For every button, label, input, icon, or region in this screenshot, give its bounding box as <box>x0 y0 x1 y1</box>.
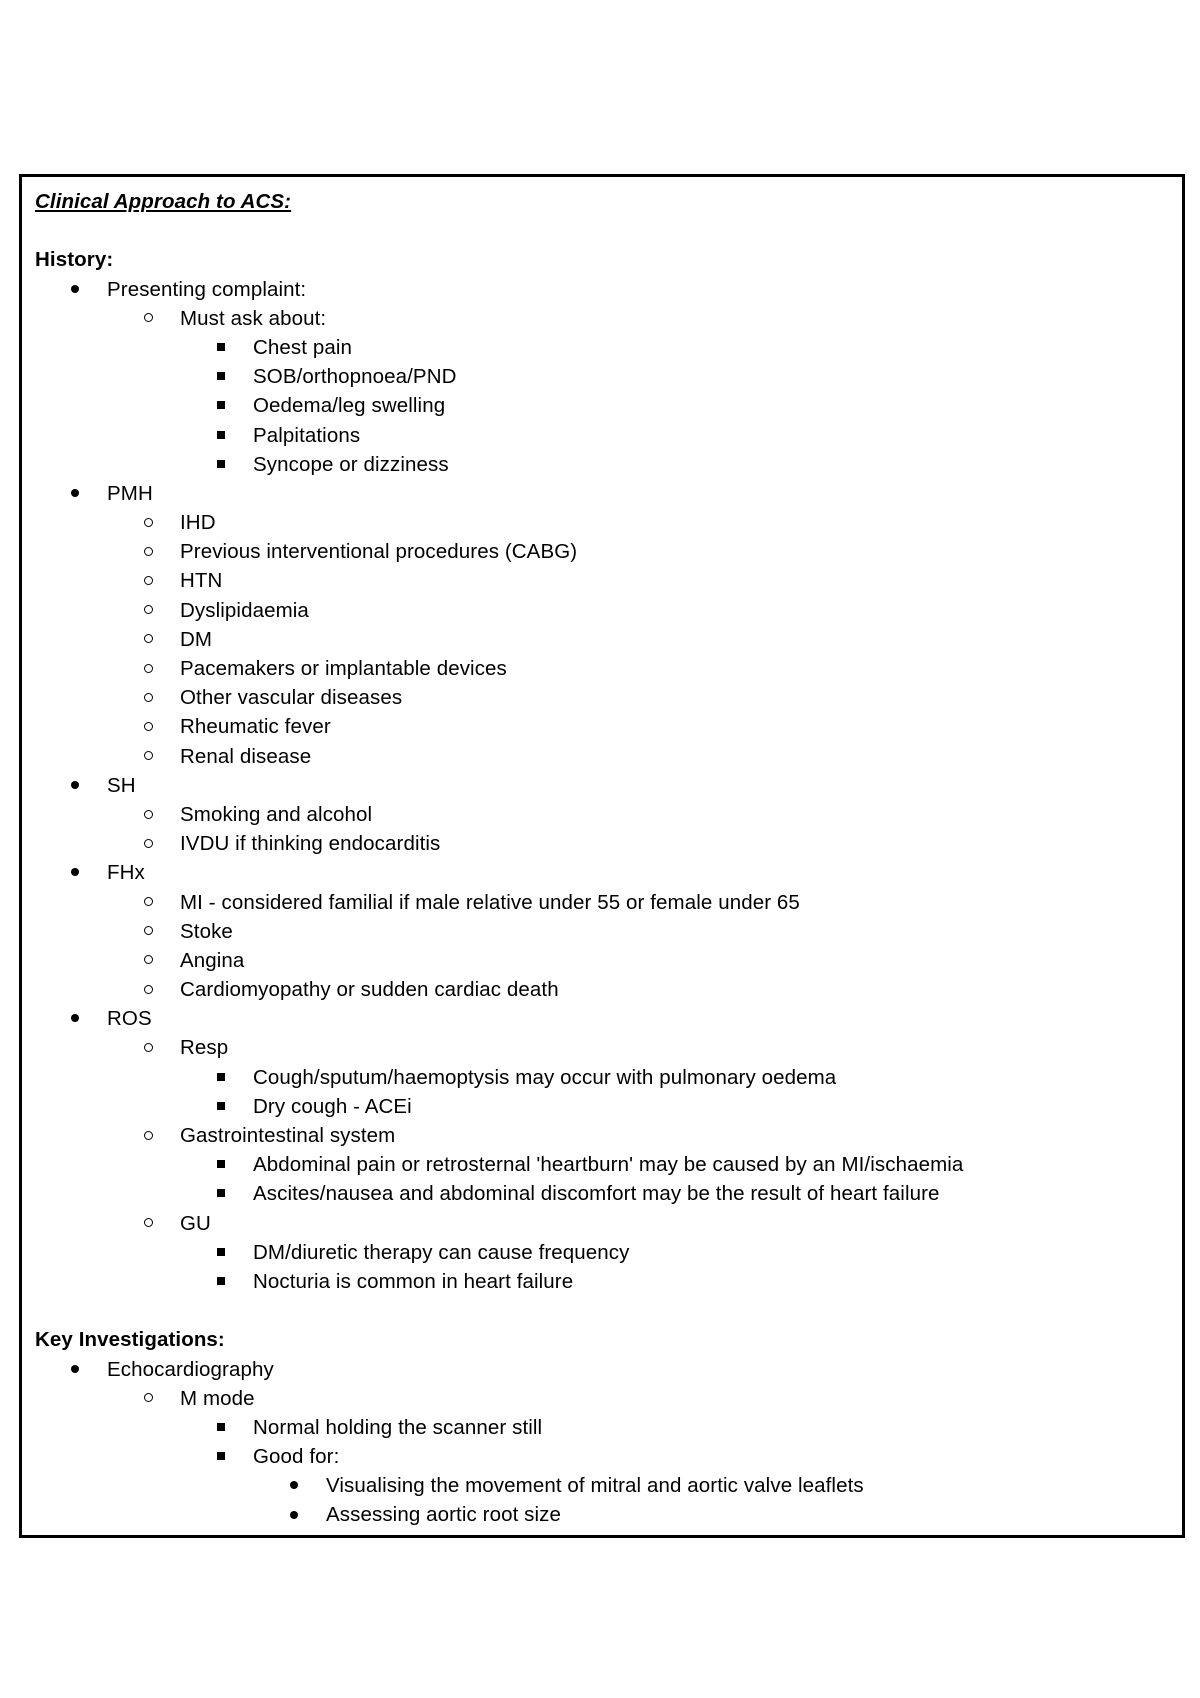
list-item <box>35 1384 1172 1413</box>
list-item-label: Cardiomyopathy or sudden cardiac death <box>180 978 559 1002</box>
list-item <box>35 946 1172 975</box>
list-item-label: Angina <box>180 948 245 972</box>
bullet-dot-icon <box>65 479 85 508</box>
list-item <box>35 1063 1172 1092</box>
list-item <box>35 1355 1172 1384</box>
bullet-square-icon <box>211 1150 231 1179</box>
bullet-circle-icon <box>138 1384 158 1413</box>
list-item-label: DM <box>180 627 213 651</box>
list-item <box>35 1004 1172 1033</box>
list-item-label: SOB/orthopnoea/PND <box>253 365 457 389</box>
list-item <box>35 771 1172 800</box>
bullet-circle-icon <box>138 654 158 683</box>
list-item-label: Gastrointestinal system <box>180 1124 396 1147</box>
list-item <box>35 304 1172 333</box>
list-item <box>35 712 1172 741</box>
list-item-label: M mode <box>180 1386 255 1410</box>
bullet-circle-icon <box>138 1209 158 1238</box>
list-item-label: Stoke <box>180 919 233 943</box>
bullet-circle-icon <box>138 975 158 1004</box>
list-item-label: Assessing aortic root size <box>326 1503 562 1527</box>
investigations-heading: Key Investigations: <box>35 1328 225 1352</box>
bullet-circle-icon <box>138 683 158 712</box>
list-item-label: HTN <box>180 569 223 593</box>
list-item <box>35 829 1172 858</box>
bullet-circle-icon <box>138 596 158 625</box>
list-item <box>35 858 1172 887</box>
list-item <box>35 1500 1172 1529</box>
list-item <box>35 683 1172 712</box>
list-item <box>35 479 1172 508</box>
list-item-label: Presenting complaint: <box>107 277 307 301</box>
list-item <box>35 1471 1172 1500</box>
list-item-label: Other vascular diseases <box>180 686 403 710</box>
list-item-label: Dry cough - ACEi <box>253 1094 412 1118</box>
bullet-dot-icon <box>284 1500 304 1529</box>
bullet-circle-icon <box>138 625 158 654</box>
list-item <box>35 1238 1172 1267</box>
list-item <box>35 1121 1172 1150</box>
bullet-square-icon <box>211 1442 231 1471</box>
bullet-circle-icon <box>138 917 158 946</box>
list-item <box>35 742 1172 771</box>
list-item <box>35 1033 1172 1062</box>
bullet-circle-icon <box>138 829 158 858</box>
list-item-label: DM/diuretic therapy can cause frequency <box>253 1240 630 1264</box>
bullet-circle-icon <box>138 304 158 333</box>
bullet-square-icon <box>211 1413 231 1442</box>
list-item-label: Syncope or dizziness <box>253 452 449 476</box>
bullet-circle-icon <box>138 888 158 917</box>
list-item <box>35 1267 1172 1296</box>
list-item <box>35 391 1172 420</box>
list-item-label: IVDU if thinking endocarditis <box>180 832 441 856</box>
bullet-dot-icon <box>284 1471 304 1500</box>
list-item <box>35 1442 1172 1471</box>
list-item-label: Palpitations <box>253 423 361 447</box>
list-item <box>35 333 1172 362</box>
list-item-label: IHD <box>180 511 216 535</box>
list-item-label: Renal disease <box>180 744 312 768</box>
list-item <box>35 275 1172 304</box>
list-item-label: Must ask about: <box>180 306 327 330</box>
document-content <box>35 187 1172 1530</box>
list-item-label: FHx <box>107 861 145 885</box>
list-item-label: Smoking and alcohol <box>180 802 373 826</box>
list-item <box>35 800 1172 829</box>
bullet-circle-icon <box>138 566 158 595</box>
bullet-square-icon <box>211 1238 231 1267</box>
list-item-label: Pacemakers or implantable devices <box>180 657 507 680</box>
bullet-square-icon <box>211 391 231 420</box>
bullet-dot-icon <box>65 1004 85 1033</box>
bullet-circle-icon <box>138 537 158 566</box>
list-item <box>35 1179 1172 1208</box>
list-item <box>35 975 1172 1004</box>
list-item <box>35 450 1172 479</box>
bullet-square-icon <box>211 362 231 391</box>
bullet-square-icon <box>211 1063 231 1092</box>
list-item <box>35 625 1172 654</box>
list-item <box>35 917 1172 946</box>
bullet-circle-icon <box>138 742 158 771</box>
list-item-label: Cough/sputum/haemoptysis may occur with pulmonary oedema <box>253 1065 837 1089</box>
list-item-label: Good for: <box>253 1445 340 1469</box>
list-item-label: Normal holding the scanner still <box>253 1415 543 1439</box>
bullet-dot-icon <box>65 275 85 304</box>
list-item <box>35 1413 1172 1442</box>
list-item-label: Echocardiography <box>107 1357 274 1381</box>
list-item <box>35 596 1172 625</box>
bullet-dot-icon <box>65 1355 85 1384</box>
list-item <box>35 1209 1172 1238</box>
list-item-label: Oedema/leg swelling <box>253 394 446 418</box>
list-item-label: GU <box>180 1211 211 1235</box>
bullet-square-icon <box>211 1267 231 1296</box>
list-item-label: Ascites/nausea and abdominal discomfort may be the result of heart failure <box>253 1182 940 1206</box>
list-item-label: Resp <box>180 1036 229 1060</box>
document-title: Clinical Approach to ACS: <box>35 190 292 213</box>
list-item-label: ROS <box>107 1007 152 1031</box>
list-item-label: PMH <box>107 481 153 505</box>
list-item-label: Nocturia is common in heart failure <box>253 1269 574 1293</box>
spacer <box>35 1296 1172 1325</box>
history-heading: History: <box>35 248 114 272</box>
list-item-label: Abdominal pain or retrosternal 'heartburn' may be caused by an MI/ischaemia <box>253 1153 964 1177</box>
bullet-circle-icon <box>138 800 158 829</box>
list-item <box>35 421 1172 450</box>
list-item <box>35 508 1172 537</box>
bullet-circle-icon <box>138 1121 158 1150</box>
list-item <box>35 537 1172 566</box>
list-item-label: Chest pain <box>253 335 353 359</box>
list-item <box>35 654 1172 683</box>
list-item <box>35 362 1172 391</box>
list-item-label: Rheumatic fever <box>180 715 331 739</box>
list-item <box>35 888 1172 917</box>
list-item <box>35 566 1172 595</box>
bullet-square-icon <box>211 333 231 362</box>
spacer <box>35 216 1172 245</box>
bullet-circle-icon <box>138 712 158 741</box>
bullet-circle-icon <box>138 1033 158 1062</box>
bullet-square-icon <box>211 1179 231 1208</box>
list-item <box>35 1150 1172 1179</box>
bullet-circle-icon <box>138 508 158 537</box>
bullet-square-icon <box>211 450 231 479</box>
bullet-square-icon <box>211 421 231 450</box>
document-frame <box>19 174 1185 1538</box>
bullet-circle-icon <box>138 946 158 975</box>
list-item-label: Visualising the movement of mitral and aortic valve leaflets <box>326 1474 864 1498</box>
bullet-dot-icon <box>65 771 85 800</box>
list-item-label: SH <box>107 773 136 797</box>
list-item-label: Previous interventional procedures (CABG) <box>180 540 578 564</box>
bullet-square-icon <box>211 1092 231 1121</box>
list-item-label: Dyslipidaemia <box>180 598 309 622</box>
list-item <box>35 1092 1172 1121</box>
list-item-label: MI - considered familial if male relative under 55 or female under 65 <box>180 890 800 914</box>
bullet-dot-icon <box>65 858 85 887</box>
